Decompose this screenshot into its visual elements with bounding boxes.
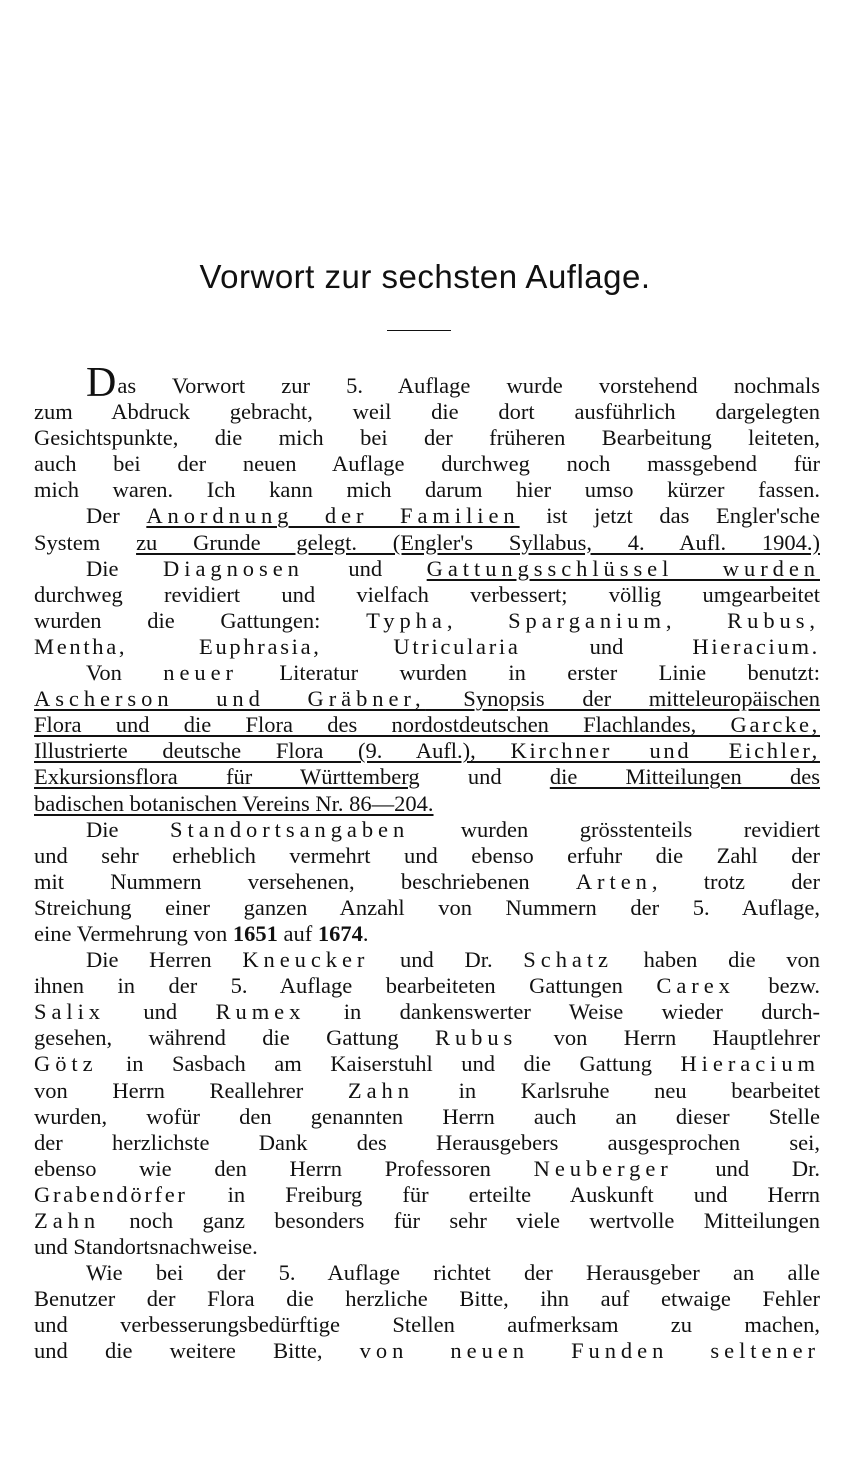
text-line <box>34 686 820 712</box>
text-line: Benutzer der Flora die herzliche Bitte, ihn auf etwaige Fehler <box>34 1286 820 1312</box>
preface-body <box>34 360 821 1365</box>
spaced-term: Hieracium <box>680 1051 820 1077</box>
spaced-term: neuer <box>163 660 238 686</box>
spaced-term: Diagnosen <box>163 555 304 581</box>
bold-number: 1674 <box>317 920 363 946</box>
text-line: Salix und Rumex in dankenswerter Weise wieder durch- <box>34 999 820 1025</box>
spaced-term: Mentha, Euphrasia, Utricularia <box>34 633 521 659</box>
text-line: Die Diagnosen und Gattungsschlüssel wurden <box>86 555 820 581</box>
underlined-phrase: Synopsis der mitteleuropäischen <box>425 686 820 712</box>
drop-cap: D <box>86 360 117 406</box>
underlined-phrase: Flora und die Flora des nordostdeutschen Flachlandes, <box>34 712 731 738</box>
text-line: und sehr erheblich vermehrt und ebenso erfuhr die Zahl der <box>34 842 820 868</box>
text-line: ebenso wie den Herrn Professoren Neuberger und Dr. <box>34 1155 821 1181</box>
text-line: und Standortsnachweise. <box>34 1234 258 1260</box>
underlined-phrase: badischen botanischen Vereins Nr. 86—204. <box>34 790 434 816</box>
text-line: Das Vorwort zur 5. Auflage wurde vorstehend nochmals <box>86 360 820 406</box>
text-line: eine Vermehrung von 1651 auf 1674. <box>34 920 369 946</box>
text-line: mich waren. Ich kann mich darum hier umso kürzer fassen. <box>34 477 820 503</box>
text-line: durchweg revidiert und vielfach verbessert; völlig umgearbeitet <box>34 581 820 607</box>
text-line: Von neuer Literatur wurden in erster Linie benutzt: <box>86 660 820 686</box>
spaced-term: Schatz <box>523 947 613 973</box>
text-line <box>34 738 820 764</box>
text-line: Streichung einer ganzen Anzahl von Nummern der 5. Auflage, <box>34 894 820 920</box>
spaced-term: Zahn <box>34 1208 101 1233</box>
spaced-term: Arten <box>575 868 652 894</box>
text-line: auch bei der neuen Auflage durchweg noch massgebend für <box>34 451 820 477</box>
underlined-phrase: Garcke, <box>730 712 820 738</box>
text-line: und die weitere Bitte, von neuen Funden seltener <box>34 1338 820 1364</box>
underlined-phrase: Ascherson und Gräbner, <box>34 686 426 712</box>
spaced-term: Götz <box>34 1051 98 1077</box>
spaced-term: Rubus <box>434 1025 518 1051</box>
text-line: Wie bei der 5. Auflage richtet der Herausgeber an alle <box>86 1260 820 1286</box>
title-divider <box>387 330 451 331</box>
spaced-term: Typha, Sparganium, Rubus, <box>366 607 820 633</box>
spaced-term: Standortsangaben <box>170 816 410 842</box>
text-line: wurden, wofür den genannten Herrn auch an dieser Stelle <box>34 1103 820 1129</box>
underlined-phrase: zu Grunde gelegt. (Engler's Syllabus, 4. Aufl. 1904.) <box>136 529 820 555</box>
text-line: gesehen, während die Gattung Rubus von Herrn Hauptlehrer <box>34 1025 821 1051</box>
page-title: Vorwort zur sechsten Auflage. <box>199 258 651 295</box>
text-line: Gesichtspunkte, die mich bei der früheren Bearbeitung leiteten, <box>34 425 820 451</box>
underlined-phrase: Gattungsschlüssel wurden <box>426 555 820 581</box>
text-line: Mentha, Euphrasia, Utricularia und Hieracium. <box>34 633 820 659</box>
text-line: wurden die Gattungen: Typha, Sparganium, Rubus, <box>34 607 820 633</box>
text-line: von Herrn Reallehrer Zahn in Karlsruhe neu bearbeitet <box>34 1077 820 1103</box>
text-line: Die Herren Kneucker und Dr. Schatz haben die von <box>86 947 820 973</box>
spaced-term: Hieracium. <box>692 633 820 659</box>
text-line: Der Anordnung der Familien ist jetzt das Engler'sche <box>86 503 820 529</box>
text-line: Die Standortsangaben wurden grösstenteils revidiert <box>86 816 820 842</box>
underlined-phrase: die Mitteilungen des <box>549 764 821 790</box>
text-line: Zahn noch ganz besonders für sehr viele wertvolle Mitteilungen <box>34 1208 820 1233</box>
text-line: Grabendörfer in Freiburg für erteilte Auskunft und Herrn <box>34 1181 820 1207</box>
text-line: mit Nummern versehenen, beschriebenen Arten, trotz der <box>34 868 820 894</box>
text-line <box>34 712 820 738</box>
spaced-term: Carex <box>656 973 735 999</box>
spaced-term: Grabendörfer <box>34 1181 188 1207</box>
text-line: ihnen in der 5. Auflage bearbeiteten Gattungen Carex bezw. <box>34 973 820 999</box>
text-line: der herzlichste Dank des Herausgebers ausgesprochen sei, <box>34 1129 820 1155</box>
underlined-phrase: Anordnung der Familien <box>146 503 520 529</box>
text-line: Exkursionsflora für Württemberg und die Mitteilungen des <box>34 764 821 790</box>
bold-number: 1651 <box>232 920 278 946</box>
text-line: Götz in Sasbach am Kaiserstuhl und die Gattung Hieracium <box>34 1051 820 1077</box>
spaced-term: von neuen Funden seltener <box>359 1338 820 1364</box>
underlined-phrase: Illustrierte deutsche Flora (9. Aufl.), <box>34 738 511 764</box>
underlined-phrase: Exkursionsflora für Württemberg <box>34 764 420 790</box>
text-line <box>34 791 820 817</box>
text-line: zum Abdruck gebracht, weil die dort ausführlich dargelegten <box>34 399 820 425</box>
underlined-phrase: Kirchner und Eichler, <box>510 738 820 764</box>
text-line: und verbesserungsbedürftige Stellen aufmerksam zu machen, <box>34 1312 820 1338</box>
spaced-term: Zahn <box>347 1077 414 1103</box>
spaced-term: Salix <box>34 999 106 1025</box>
text-line: System zu Grunde gelegt. (Engler's Syllabus, 4. Aufl. 1904.) <box>34 529 820 555</box>
spaced-term: Neuberger <box>533 1155 673 1181</box>
spaced-term: Rumex <box>215 999 306 1025</box>
spaced-term: Kneucker <box>242 947 370 973</box>
